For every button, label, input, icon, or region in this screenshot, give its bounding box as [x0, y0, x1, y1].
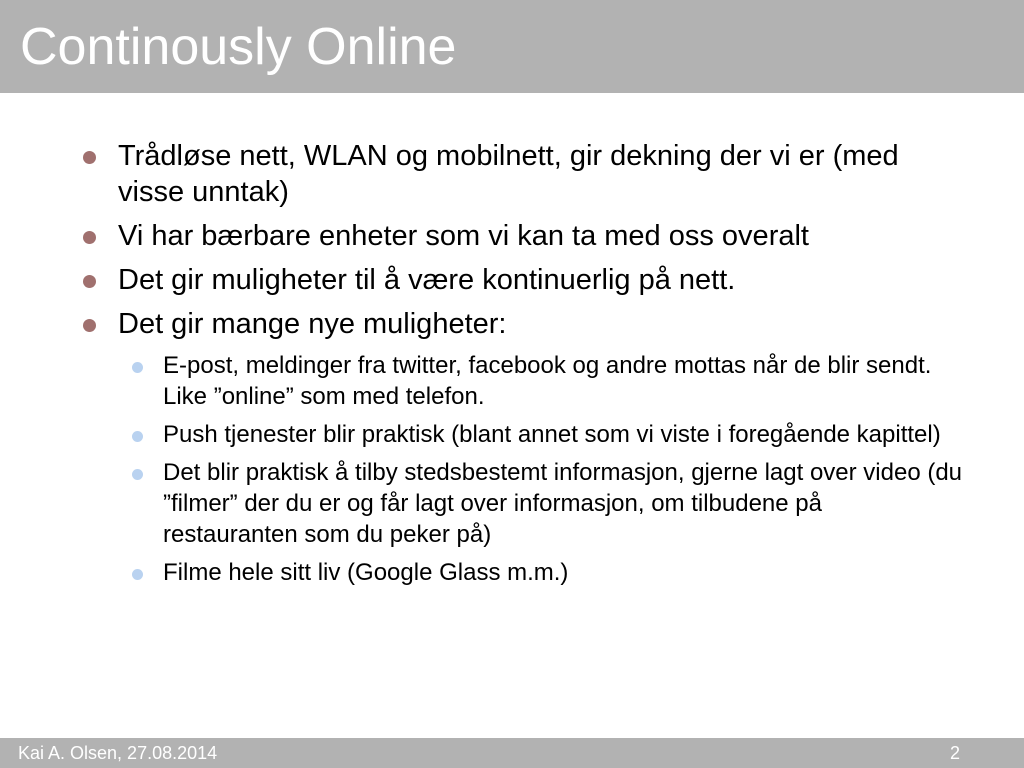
bullet-item — [78, 138, 958, 210]
bullet-item — [78, 218, 958, 254]
sub-bullet-text: Filme hele sitt liv (Google Glass m.m.) — [163, 559, 569, 586]
sub-bullet-item — [122, 419, 963, 450]
sub-bullet-item — [122, 457, 963, 550]
sub-bullet-dot-icon — [132, 469, 143, 480]
page-number: 2 — [949, 743, 960, 763]
bullet-list — [78, 138, 963, 595]
footer-bar — [0, 738, 1024, 768]
footer-author-date: Kai A. Olsen, 27.08.2014 — [18, 743, 218, 763]
sub-bullet-dot-icon — [132, 569, 143, 580]
sub-bullet-item — [122, 350, 963, 412]
bullet-text: Trådløse nett, WLAN og mobilnett, gir dekning der vi er (med visse unntak) — [118, 140, 899, 208]
slide-title: Continously Online — [20, 18, 457, 76]
bullet-text: Det gir mange nye muligheter: — [118, 308, 507, 340]
bullet-text: Det gir muligheter til å være kontinuerlig på nett. — [118, 264, 736, 296]
bullet-text: Vi har bærbare enheter som vi kan ta med oss overalt — [118, 220, 809, 252]
bullet-item — [78, 262, 958, 298]
sub-bullet-dot-icon — [132, 431, 143, 442]
bullet-dot-icon — [83, 275, 96, 288]
bullet-item — [78, 306, 958, 342]
sub-bullet-text: E-post, meldinger fra twitter, facebook og andre mottas når de blir sendt. Like ”online” som med telefon. — [163, 352, 932, 410]
bullet-dot-icon — [83, 151, 96, 164]
sub-bullet-text: Det blir praktisk å tilby stedsbestemt informasjon, gjerne lagt over video (du ”filmer” der du er og får lagt over informasjon, om tilbudene på restauranten som du peker på) — [163, 459, 963, 548]
bullet-dot-icon — [83, 319, 96, 332]
sub-bullet-text: Push tjenester blir praktisk (blant annet som vi viste i foregående kapittel) — [163, 421, 941, 448]
title-bar — [0, 0, 1024, 93]
sub-bullet-item — [122, 557, 963, 588]
sub-bullet-dot-icon — [132, 362, 143, 373]
bullet-dot-icon — [83, 231, 96, 244]
